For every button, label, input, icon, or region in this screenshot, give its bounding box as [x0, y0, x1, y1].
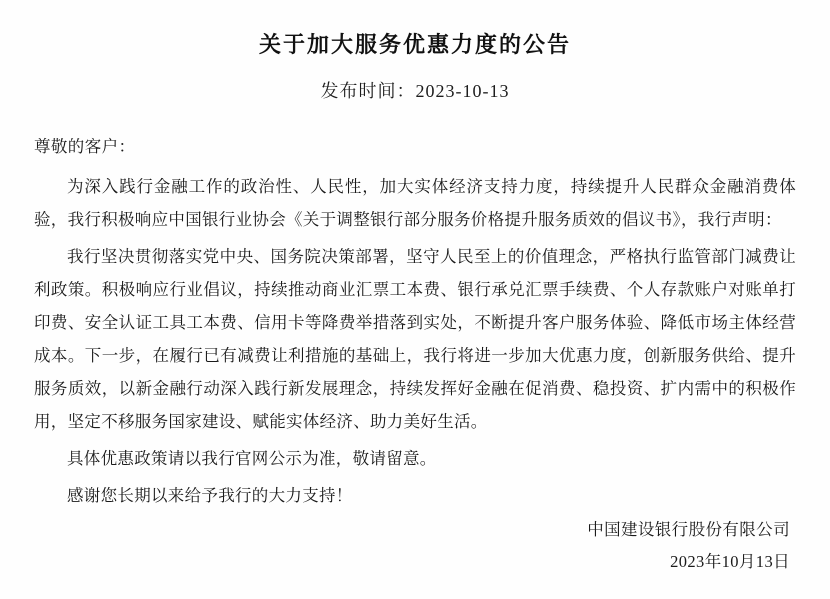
- salutation: 尊敬的客户：: [34, 136, 136, 156]
- body-paragraph-4: 感谢您长期以来给予我行的大力支持！: [67, 486, 353, 506]
- publish-time: 发布时间：2023-10-13: [320, 80, 510, 101]
- signature-organization: 中国建设银行股份有限公司: [587, 520, 790, 540]
- body-paragraph-3: 具体优惠政策请以我行官网公示为准，敬请留意。: [67, 449, 437, 469]
- document-body: [34, 134, 796, 512]
- page-title: 关于加大服务优惠力度的公告: [258, 32, 571, 57]
- body-paragraph-2: 我行坚决贯彻落实党中央、国务院决策部署，坚守人民至上的价值理念，严格执行监管部门减费让利政策。积极响应行业倡议，持续推动商业汇票工本费、银行承兑汇票手续费、个人存款账户对账单打印费、安全认证工具工本费、信用卡等降费举措落到实处，不断提升客户服务体验、降低市场主体经营成本。下一步，在履行已有减费让利措施的基础上，我行将进一步加大优惠力度，创新服务供给、提升服务质效，以新金融行动深入践行新发展理念，持续发挥好金融在促消费、稳投资、扩内需中的积极作用，坚定不移服务国家建设、赋能实体经济、助力美好生活。: [34, 247, 796, 432]
- body-paragraph-1: 为深入践行金融工作的政治性、人民性，加大实体经济支持力度，持续提升人民群众金融消费体验，我行积极响应中国银行业协会《关于调整银行部分服务价格提升服务质效的倡议书》，我行声明：: [34, 177, 796, 230]
- signature-date: 2023年10月13日: [670, 551, 790, 571]
- signature-block: [587, 514, 790, 577]
